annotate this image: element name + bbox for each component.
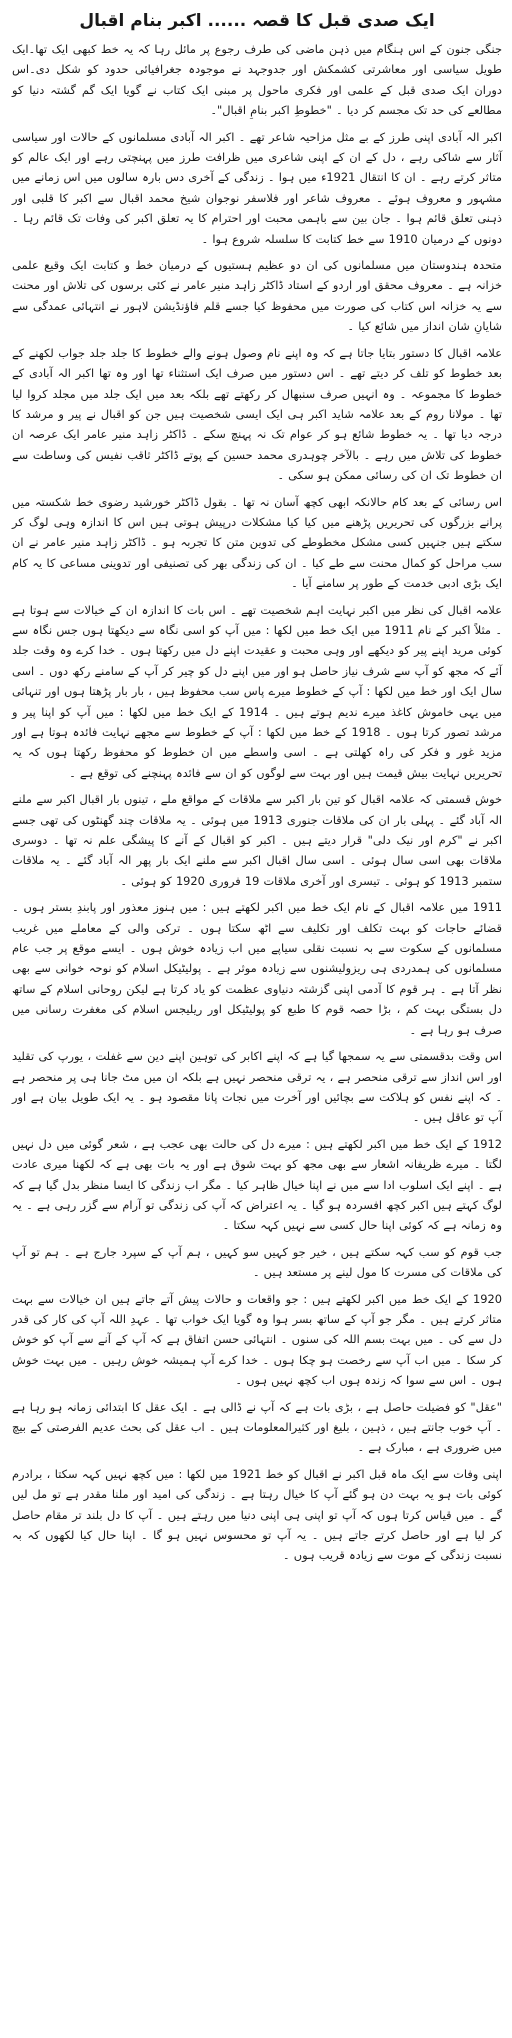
article-paragraph: علامہ اقبال کی نظر میں اکبر نہایت اہم شخصیت تھے ۔ اس بات کا اندازہ ان کے خیالات سے ہوتا ہے ۔ مثلاً اکبر کے نام 1911 میں ایک خط میں لکھا : میں آپ کو اسی نگاہ سے دیکھتا ہوں جس نگاہ سے کوئی مرید اپنے پیر کو دیکھے اور وہی محبت و عقیدت اپنے دل میں رکھتا ہوں ۔ خدا کرے وہ وقت جلد آئے کہ مجھ کو آپ سے شرف نیاز حاصل ہو اور میں اپنے دل کو چیر کر آپ کے سامنے رکھ دوں ۔ اسی سال ایک اور خط میں لکھا : آپ کے خطوط میرے پاس سب محفوظ ہیں ، بار بار پڑھتا ہوں اور تنہائی میں یہی خاموش کاغذ میرے ندیم ہوتے ہیں ۔ 1914 کے ایک خط میں لکھا : میں آپ کو اپنا پیر و مرشد تصور کرتا ہوں ۔ 1918 کے خط میں لکھا : آپ کے خطوط سے مجھے نہایت فائدہ ہوتا ہے اور مزید غور و فکر کی راہ کھلتی ہے ۔ اسی واسطے میں ان خطوط کو محفوظ رکھتا ہوں کہ یہ تحریریں نہایت بیش قیمت ہیں اور بہت سے لوگوں کو ان سے فائدہ پہنچنے کی توقع ہے ۔: [12, 602, 503, 780]
article-paragraph: اس وقت بدقسمتی سے یہ سمجھا گیا ہے کہ اپنے اکابر کی توہین اپنے دین سے غفلت ، یورپ کی تقلید اور اس انداز سے ترقی منحصر ہے ، یہ ترقی منحصر نہیں ہے بلکہ ان میں مٹ جانا ہی پر منحصر ہے ۔ کہ اپنے نفس کو ہلاکت سے بچائیں اور آخرت میں نجات پانا مقصود ہو ۔ یہ ایک طویل بیان ہے اور آپ تو عاقل ہیں ۔: [12, 1049, 502, 1125]
article-paragraph: 1912 کے ایک خط میں اکبر لکھتے ہیں : میرے دل کی حالت بھی عجب ہے ، شعر گوئی میں دل نہیں لگتا ۔ میرے ظریفانہ اشعار سے بھی مجھ کو بہت شوق ہے اور یہ بات بھی ہے کہ لکھنا میری عادت ہے ۔ اپنے ایک اسلوب ادا سے میں نے اپنا خیال ظاہر کیا ۔ مگر اب زندگی کا ایسا منظر بدل گیا ہے کہ لوگ کہتے ہیں اکبر کچھ افسردہ ہو گیا ۔ یہ اعتراض کہ آپ کی زندگی تو آرام سے گزر رہی ہے ۔ یہ وہ زمانہ ہے کہ کوئی اپنا حال کسی سے نہیں کہہ سکتا ۔: [12, 1136, 502, 1233]
article-paragraph: اکبر الہ آبادی اپنی طرز کے بے مثل مزاحیہ شاعر تھے ۔ اکبر الہ آبادی مسلمانوں کے حالات اور سیاسی آثار سے شاکی رہے ، دل کے ان کے اپنی شاعری میں ظرافت طرز میں پہنچتی رہے اور ایک عالم کو متاثر کرتے رہے ۔ ان کا انتقال 1921ء میں ہوا ۔ زندگی کے آخری دس بارہ سالوں میں اس زمانے میں مشہور و معروف ہوئے ۔ معروف شاعر اور فلاسفر نوجوان شیخ محمد اقبال سے اکبر کا قلبی اور ذہنی تعلق قائم ہوا ۔ جان بین سے باہمی محبت اور احترام کا یہ تعلق اکبر کی وفات تک قائم رہا ۔ دونوں کے درمیان 1910 سے خط کتابت کا سلسلہ شروع ہوا ۔: [12, 129, 502, 246]
article-paragraph: "عقل" کو فضیلت حاصل ہے ، بڑی بات ہے کہ آپ نے ڈالی ہے ۔ ایک عقل کا ابتدائی زمانہ ہو رہا ہے ۔ آپ خوب جانتے ہیں ، ذہین ، بلیغ اور کثیرالمعلومات ہیں ۔ اب عقل کی بحث عدیم الفرصتی کے بیچ میں ضروری ہے ، مبارک ہے ۔: [12, 1399, 502, 1455]
article-paragraph: 1920 کے ایک خط میں اکبر لکھتے ہیں : جو واقعات و حالات پیش آتے جاتے ہیں ان خیالات سے بہت متاثر کرتے ہیں ۔ مگر جو آپ کے ساتھ بسر ہوا وہ گویا ایک خواب تھا ۔ عہدِ اللہ آپ کی کار کی قدر دل سے کی ۔ میں بہت بسم اللہ کی سنوں ۔ انتہائی حسن اتفاق ہے کہ آپ کے آنے سے آپ کو خوش کر سکا ۔ میں اب آپ سے رخصت ہو چکا ہوں ۔ خدا کرے آپ ہمیشہ خوش رہیں ۔ میں بہت خوش ہوں ۔ اس سے سوا کہ زندہ ہوں اب کچھ نہیں ہوں ۔: [12, 1291, 502, 1388]
article-paragraph: علامہ اقبال کا دستور بتایا جاتا ہے کہ وہ اپنے نام وصول ہونے والے خطوط کا جلد جلد جواب لکھنے کے بعد خطوط کو تلف کر دیتے تھے ۔ اس دستور میں صرف ایک استثناء تھا اور وہ تھا اکبر الہ آبادی کے خطوط کا مجموعہ ۔ وہ انہیں صرف سنبھال کر رکھتے تھے بلکہ بعد میں ایک جلد میں مجلد کروا لیا تھا ۔ مولانا روم کے بعد علامہ شاید اکبر ہی ایک ایسی شخصیت ہیں جن کو اقبال نے پیر و مرشد کا درجہ دیا تھا ۔ یہ خطوط شائع ہو کر عوام تک نہ پہنچ سکے ۔ ڈاکٹر زاہد منیر عامر ایک عرصہ ان خطوط کی تلاش میں رہے ۔ بالآخر چوہدری محمد حسین کے پوتے ڈاکٹر ثاقب نفیس کی وساطت سے ان خطوط تک ان کی رسائی ممکن ہو سکی ۔: [12, 345, 502, 483]
article-paragraph: اپنی وفات سے ایک ماہ قبل اکبر نے اقبال کو خط 1921 میں لکھا : میں کچھ نہیں کہہ سکتا ، برادرم کوئی بات ہو یہ بہت دن ہو گئے آپ کا خیال رہتا ہے ۔ زندگی کی امید اور ملنا مقدر ہے تو مل لیں گے ۔ میں قیاس کرتا ہوں کہ آپ تو اپنی ہی اپنی دنیا میں رہتے ہیں ۔ آپ کا دل بلند تر مقام حاصل کر لیا ہے اور حاصل کرتے جاتے ہیں ۔ یہ آپ تو محسوس نہیں ہو گا ۔ اپنا حال کیا لکھوں کہ بہ نسبت زندگی کے موت سے زیادہ قریب ہوں ۔: [12, 1466, 502, 1563]
article-paragraph: خوش قسمتی کہ علامہ اقبال کو تین بار اکبر سے ملاقات کے مواقع ملے ، تینوں بار اقبال اکبر سے ملنے الہ آباد گئے ۔ پہلی بار ان کی ملاقات جنوری 1913 میں ہوئی ۔ یہ ملاقات چند گھنٹوں کی تھی جسے اکبر نے "کرم اور نیک دلی" قرار دیتے ہیں ۔ اکبر کو اقبال کے آنے کا پیشگی علم نہ تھا ۔ دوسری ملاقات بھی اسی سال ہوئی ۔ اسی سال اقبال اکبر سے ملنے ایک بار پھر الہ آباد گئے ۔ یہ ملاقات ستمبر 1913 کو ہوئی ۔ تیسری اور آخری ملاقات 19 فروری 1920 کو ہوئی ۔: [12, 792, 502, 888]
article-paragraph: جنگی جنون کے اس ہنگام میں ذہن ماضی کی طرف رجوع پر مائل رہا کہ یہ خط کبھی ایک تھا۔ایک طویل سیاسی اور معاشرتی کشمکش اور جدوجہد نے موجودہ جغرافیائی حدود کو شکل دی۔اس دوران ایک صدی قبل کے علمی اور فکری ماحول پر مبنی ایک کتاب نے گویا ایک گم گشتہ دنیا کو مطالعے کی حد تک مجسم کر دیا ۔ "خطوطِ اکبر بنامِ اقبال"۔: [12, 42, 502, 118]
article-paragraph: 1911 میں علامہ اقبال کے نام ایک خط میں اکبر لکھتے ہیں : میں ہنوز معذور اور پابندِ بستر ہوں ۔ قضائے حاجات کو بہت تکلف اور تکلیف سے اٹھ سکتا ہوں ۔ ترکی والی کے معاملے میں غریب مسلمانوں کے سکوت سے بہ نسبت نقلی سیاپے میں اب زیادہ خوش ہوں ۔ ایسے موقع پر جب عام مسلمانوں کی ہمدردی ہی ریزولیشنوں سے زیادہ موثر ہے ۔ پولیٹیکل اسلام کو نوحہ خوانی سے بھی نظر آتا ہے ۔ ہر قوم کا آدمی اپنی گزشتہ دنیاوی عظمت کو یاد کرتا ہے لیکن روحانی اسلام کے ساتھ دل بستگی بہت کم ، بڑا حصہ قوم کا طبع کو پولیٹیکل اور ریلیجس اسلام کی مغفرت رسانی میں صرف ہو رہا ہے ۔: [12, 900, 502, 1037]
article-title: ایک صدی قبل کا قصہ ...... اکبر بنام اقبال: [79, 11, 435, 31]
article-paragraph: متحدہ ہندوستان میں مسلمانوں کی ان دو عظیم ہستیوں کے درمیان خط و کتابت ایک وقیع علمی خزانہ ہے ۔ معروف محقق اور اردو کے استاد ڈاکٹر زاہد منیر عامر نے کئی برسوں کی تلاش اور محنت سے یہ خزانہ اس کتاب کی صورت میں محفوظ کیا جسے قلم فاؤنڈیشن لاہور نے انتہائی عمدگی سے شایانِ شان انداز میں شائع کیا ۔: [12, 258, 502, 334]
article-paragraph: جب قوم کو سب کہہ سکتے ہیں ، خیر جو کہیں سو کہیں ، ہم آپ کے سپرد جارج ہے ۔ ہم تو آپ کی ملاقات کی مسرت کا مول لینے پر مستعد ہیں ۔: [12, 1244, 502, 1280]
article-paragraph: اس رسائی کے بعد کام حالانکہ ابھی کچھ آسان نہ تھا ۔ بقول ڈاکٹر خورشید رضوی خط شکستہ میں پرانے بزرگوں کی تحریریں پڑھنے میں کیا کیا مشکلات درپیش ہوتی ہیں اس کا اندازہ وہی لوگ کر سکتے ہیں جنہیں کسی مشکل مخطوطے کی تدوین متن کا تجربہ ہو ۔ ڈاکٹر زاہد منیر عامر نے ان سب مراحل کو کمال محنت سے طے کیا ۔ ان کی زندگی بھر کی تصنیفی اور تدوینی مساعی کا یہ کام ایک بڑی ادبی خدمت کے طور پر سامنے آیا ۔: [12, 494, 502, 591]
